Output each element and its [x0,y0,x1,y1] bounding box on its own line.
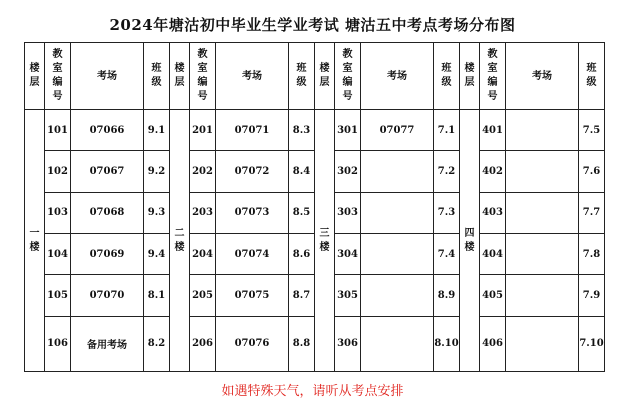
room-number-cell: 304 [335,234,361,275]
class-cell: 8.6 [289,234,315,275]
header-class: 班级 [579,43,605,110]
class-cell: 9.2 [144,151,170,192]
class-cell: 7.1 [434,110,460,151]
header-room: 教室编号 [335,43,361,110]
floor-label: 三楼 [315,110,335,372]
room-number-cell: 402 [480,151,506,192]
class-cell: 7.2 [434,151,460,192]
room-number-cell: 206 [190,316,216,371]
class-cell: 7.4 [434,234,460,275]
floor-label: 二楼 [170,110,190,372]
floor-label: 四楼 [460,110,480,372]
room-number-cell: 405 [480,275,506,316]
exam-site-cell: 07073 [216,192,289,233]
room-number-cell: 401 [480,110,506,151]
class-cell: 8.4 [289,151,315,192]
room-number-cell: 202 [190,151,216,192]
header-row [25,43,605,110]
room-number-cell: 205 [190,275,216,316]
exam-site-cell [506,275,579,316]
header-floor: 楼层 [315,43,335,110]
class-cell: 9.4 [144,234,170,275]
room-number-cell: 303 [335,192,361,233]
exam-site-cell [361,151,434,192]
exam-site-cell [361,316,434,371]
header-floor: 楼层 [460,43,480,110]
header-site: 考场 [71,43,144,110]
room-number-cell: 101 [45,110,71,151]
room-number-cell: 104 [45,234,71,275]
class-cell: 8.5 [289,192,315,233]
header-room: 教室编号 [480,43,506,110]
room-number-cell: 102 [45,151,71,192]
class-cell: 8.7 [289,275,315,316]
header-floor: 楼层 [25,43,45,110]
class-cell: 8.3 [289,110,315,151]
header-class: 班级 [434,43,460,110]
exam-site-cell [506,316,579,371]
room-number-cell: 105 [45,275,71,316]
exam-site-cell: 07074 [216,234,289,275]
exam-site-cell [506,234,579,275]
exam-site-cell [361,275,434,316]
class-cell: 7.5 [579,110,605,151]
room-number-cell: 406 [480,316,506,371]
table-row [25,110,605,151]
class-cell: 8.1 [144,275,170,316]
class-cell: 8.10 [434,316,460,371]
header-site: 考场 [361,43,434,110]
room-number-cell: 201 [190,110,216,151]
exam-site-cell: 07067 [71,151,144,192]
class-cell: 8.2 [144,316,170,371]
header-site: 考场 [216,43,289,110]
exam-site-cell: 07066 [71,110,144,151]
header-room: 教室编号 [45,43,71,110]
page-title: 2024年塘沽初中毕业生学业考试 塘沽五中考点考场分布图 [109,16,516,34]
class-cell: 7.6 [579,151,605,192]
room-number-cell: 302 [335,151,361,192]
room-number-cell: 306 [335,316,361,371]
exam-site-cell: 备用考场 [71,316,144,371]
exam-site-cell [506,151,579,192]
class-cell: 9.1 [144,110,170,151]
room-number-cell: 204 [190,234,216,275]
floor-label: 一楼 [25,110,45,372]
room-number-cell: 305 [335,275,361,316]
header-site: 考场 [506,43,579,110]
exam-site-cell: 07070 [71,275,144,316]
table-body [25,110,605,372]
class-cell: 7.7 [579,192,605,233]
exam-site-cell: 07071 [216,110,289,151]
class-cell: 7.9 [579,275,605,316]
class-cell: 8.8 [289,316,315,371]
class-cell: 7.3 [434,192,460,233]
class-cell: 9.3 [144,192,170,233]
header-class: 班级 [144,43,170,110]
room-number-cell: 301 [335,110,361,151]
exam-room-table [24,42,605,372]
exam-site-cell: 07072 [216,151,289,192]
room-number-cell: 103 [45,192,71,233]
exam-site-cell [506,110,579,151]
room-number-cell: 404 [480,234,506,275]
room-number-cell: 106 [45,316,71,371]
exam-site-cell [361,192,434,233]
class-cell: 8.9 [434,275,460,316]
class-cell: 7.10 [579,316,605,371]
header-room: 教室编号 [190,43,216,110]
exam-site-cell: 07076 [216,316,289,371]
exam-site-cell [361,234,434,275]
header-floor: 楼层 [170,43,190,110]
exam-site-cell [506,192,579,233]
exam-site-cell: 07068 [71,192,144,233]
header-class: 班级 [289,43,315,110]
room-number-cell: 403 [480,192,506,233]
exam-site-cell: 07077 [361,110,434,151]
exam-site-cell: 07069 [71,234,144,275]
class-cell: 7.8 [579,234,605,275]
weather-notice: 如遇特殊天气，请听从考点安排 [221,384,404,399]
room-number-cell: 203 [190,192,216,233]
exam-site-cell: 07075 [216,275,289,316]
